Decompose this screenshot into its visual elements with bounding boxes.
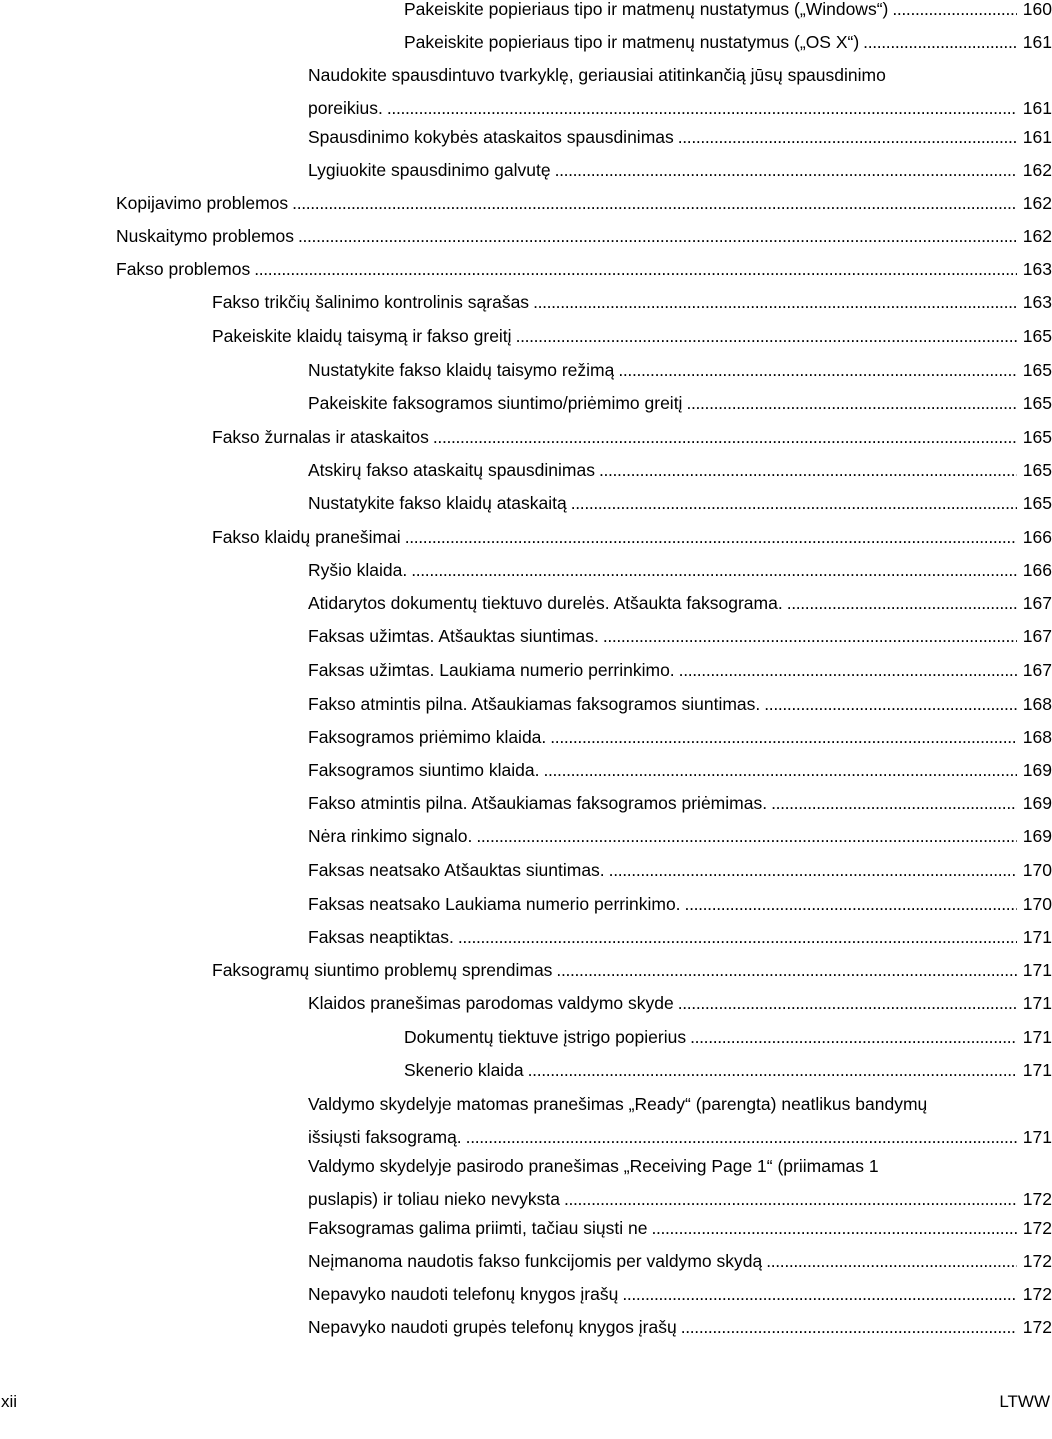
toc-title: Spausdinimo kokybės ataskaitos spausdinimas <box>308 127 674 147</box>
toc-title: Kopijavimo problemos <box>116 193 289 213</box>
toc-entry[interactable] <box>212 421 1052 454</box>
toc-page: 165 <box>1022 427 1052 447</box>
toc-page: 167 <box>1022 626 1052 646</box>
toc-page: 172 <box>1022 1317 1052 1337</box>
toc-entry[interactable] <box>308 354 1052 387</box>
toc-title: Nuskaitymo problemos <box>116 226 294 246</box>
toc-page: 169 <box>1022 826 1052 846</box>
toc-title-line1: Naudokite spausdintuvo tvarkyklę, geriausiai atitinkančią jūsų spausdinimo <box>308 65 886 85</box>
toc-title: Faksas neaptiktas. <box>308 927 454 947</box>
toc-page: 160 <box>1022 0 1052 19</box>
toc-entry[interactable] <box>308 454 1052 487</box>
toc-entry[interactable] <box>308 888 1052 921</box>
toc-title: Fakso žurnalas ir ataskaitos <box>212 427 429 447</box>
toc-title: Atidarytos dokumentų tiektuvo durelės. Atšaukta faksograma. <box>308 593 783 613</box>
toc-entry[interactable] <box>308 1150 1052 1215</box>
footer-language-code: LTWW <box>999 1392 1050 1411</box>
toc-title: Fakso trikčių šalinimo kontrolinis sąrašas <box>212 292 530 312</box>
toc-title: Pakeiskite popieriaus tipo ir matmenų nustatymus („Windows“) <box>404 0 889 19</box>
toc-entry[interactable] <box>116 220 1052 253</box>
toc-page: 165 <box>1022 360 1052 380</box>
toc-page: 162 <box>1022 160 1052 180</box>
toc-page: 165 <box>1022 393 1052 413</box>
toc-title: Faksas užimtas. Laukiama numerio perrinkimo. <box>308 660 675 680</box>
toc-title: Faksogramų siuntimo problemų sprendimas <box>212 960 553 980</box>
toc-page: 172 <box>1022 1188 1052 1209</box>
toc-entry[interactable] <box>308 1088 1052 1153</box>
toc-page: 169 <box>1022 793 1052 813</box>
toc-page: 162 <box>1022 193 1052 213</box>
toc-entry[interactable] <box>308 654 1052 687</box>
toc-title: Faksogramos priėmimo klaida. <box>308 727 547 747</box>
toc-entry[interactable] <box>308 854 1052 887</box>
toc-page: 171 <box>1022 927 1052 947</box>
toc-title: Faksogramos siuntimo klaida. <box>308 760 540 780</box>
toc-page: 171 <box>1022 1027 1052 1047</box>
toc-title: Atskirų fakso ataskaitų spausdinimas <box>308 460 595 480</box>
toc-title: puslapis) ir toliau nieko nevyksta <box>308 1188 560 1209</box>
toc-entry[interactable] <box>308 1311 1052 1344</box>
toc-page: 172 <box>1022 1218 1052 1238</box>
toc-title: Fakso atmintis pilna. Atšaukiamas faksogramos siuntimas. <box>308 694 761 714</box>
toc-page: 165 <box>1022 460 1052 480</box>
toc-entry[interactable] <box>308 387 1052 420</box>
toc-entry[interactable] <box>308 721 1052 754</box>
toc-title: Ryšio klaida. <box>308 560 408 580</box>
toc-title: Nepavyko naudoti telefonų knygos įrašų <box>308 1284 619 1304</box>
toc-page: 170 <box>1022 860 1052 880</box>
toc-title-line1: Valdymo skydelyje pasirodo pranešimas „Receiving Page 1“ (priimamas 1 <box>308 1156 879 1176</box>
toc-entry[interactable] <box>308 987 1052 1020</box>
toc-title: Nėra rinkimo signalo. <box>308 826 473 846</box>
toc-page: 171 <box>1022 1126 1052 1147</box>
toc-page: 165 <box>1022 493 1052 513</box>
toc-entry[interactable] <box>308 688 1052 721</box>
toc-page: 161 <box>1022 32 1052 52</box>
toc-entry[interactable] <box>404 1054 1052 1087</box>
toc-page: 166 <box>1022 527 1052 547</box>
toc-entry[interactable] <box>308 154 1052 187</box>
toc-title: Dokumentų tiektuve įstrigo popierius <box>404 1027 687 1047</box>
toc-title: poreikius. <box>308 97 383 118</box>
toc-title: Nustatykite fakso klaidų ataskaitą <box>308 493 567 513</box>
toc-entry[interactable] <box>116 253 1052 286</box>
toc-title: Neįmanoma naudotis fakso funkcijomis per valdymo skydą <box>308 1251 763 1271</box>
toc-page: 169 <box>1022 760 1052 780</box>
toc-title: Faksas užimtas. Atšauktas siuntimas. <box>308 626 599 646</box>
toc-entry[interactable] <box>308 554 1052 587</box>
toc-page: 162 <box>1022 226 1052 246</box>
toc-entry[interactable] <box>404 26 1052 59</box>
toc-entry[interactable] <box>308 1245 1052 1278</box>
toc-entry[interactable] <box>308 487 1052 520</box>
toc-title: Klaidos pranešimas parodomas valdymo skyde <box>308 993 674 1013</box>
toc-page: 167 <box>1022 593 1052 613</box>
toc-page: 171 <box>1022 993 1052 1013</box>
toc-entry[interactable] <box>308 820 1052 853</box>
toc-entry[interactable] <box>308 1212 1052 1245</box>
toc-entry[interactable] <box>212 320 1052 353</box>
toc-page: 172 <box>1022 1251 1052 1271</box>
toc-page: 161 <box>1022 97 1052 118</box>
toc-title-line1: Valdymo skydelyje matomas pranešimas „Ready“ (parengta) neatlikus bandymų <box>308 1094 928 1114</box>
toc-entry[interactable] <box>116 187 1052 220</box>
toc-page: 165 <box>1022 326 1052 346</box>
toc-title: Faksas neatsako Atšauktas siuntimas. <box>308 860 605 880</box>
toc-title: Faksogramas galima priimti, tačiau siųsti ne <box>308 1218 648 1238</box>
toc-title: Pakeiskite klaidų taisymą ir fakso greitį <box>212 326 512 346</box>
toc-entry[interactable] <box>404 0 1052 26</box>
toc-title: Pakeiskite faksogramos siuntimo/priėmimo greitį <box>308 393 683 413</box>
toc-title: Fakso klaidų pranešimai <box>212 527 401 547</box>
toc-title: Faksas neatsako Laukiama numerio perrinkimo. <box>308 894 681 914</box>
toc-page: 172 <box>1022 1284 1052 1304</box>
toc-page: 171 <box>1022 1060 1052 1080</box>
toc-title: Fakso problemos <box>116 259 251 279</box>
toc-page: 161 <box>1022 127 1052 147</box>
toc-page: 167 <box>1022 660 1052 680</box>
toc-title: Lygiuokite spausdinimo galvutę <box>308 160 551 180</box>
toc-entry[interactable] <box>308 921 1052 954</box>
toc-entry[interactable] <box>308 121 1052 154</box>
toc-entry[interactable] <box>404 1021 1052 1054</box>
toc-entry[interactable] <box>308 787 1052 820</box>
toc-title: Nustatykite fakso klaidų taisymo režimą <box>308 360 615 380</box>
toc-page: 171 <box>1022 960 1052 980</box>
toc-title: Fakso atmintis pilna. Atšaukiamas faksogramos priėmimas. <box>308 793 768 813</box>
toc-title: Skenerio klaida <box>404 1060 524 1080</box>
toc-entry[interactable] <box>212 286 1052 319</box>
toc-page: 163 <box>1022 292 1052 312</box>
toc-page: 168 <box>1022 694 1052 714</box>
footer-page-number: xii <box>1 1392 18 1411</box>
toc-page: 170 <box>1022 894 1052 914</box>
toc-page: 166 <box>1022 560 1052 580</box>
toc-title: Nepavyko naudoti grupės telefonų knygos įrašų <box>308 1317 677 1337</box>
toc-entry[interactable] <box>308 1278 1052 1311</box>
toc-entry[interactable] <box>308 587 1052 620</box>
toc-title: išsiųsti faksogramą. <box>308 1126 462 1147</box>
toc-entry[interactable] <box>212 954 1052 987</box>
toc-entry[interactable] <box>308 620 1052 653</box>
toc-page: 168 <box>1022 727 1052 747</box>
toc-title: Pakeiskite popieriaus tipo ir matmenų nustatymus („OS X“) <box>404 32 860 52</box>
toc-entry[interactable] <box>308 754 1052 787</box>
toc-entry[interactable] <box>308 59 1052 124</box>
toc-entry[interactable] <box>212 521 1052 554</box>
toc-page: 163 <box>1022 259 1052 279</box>
